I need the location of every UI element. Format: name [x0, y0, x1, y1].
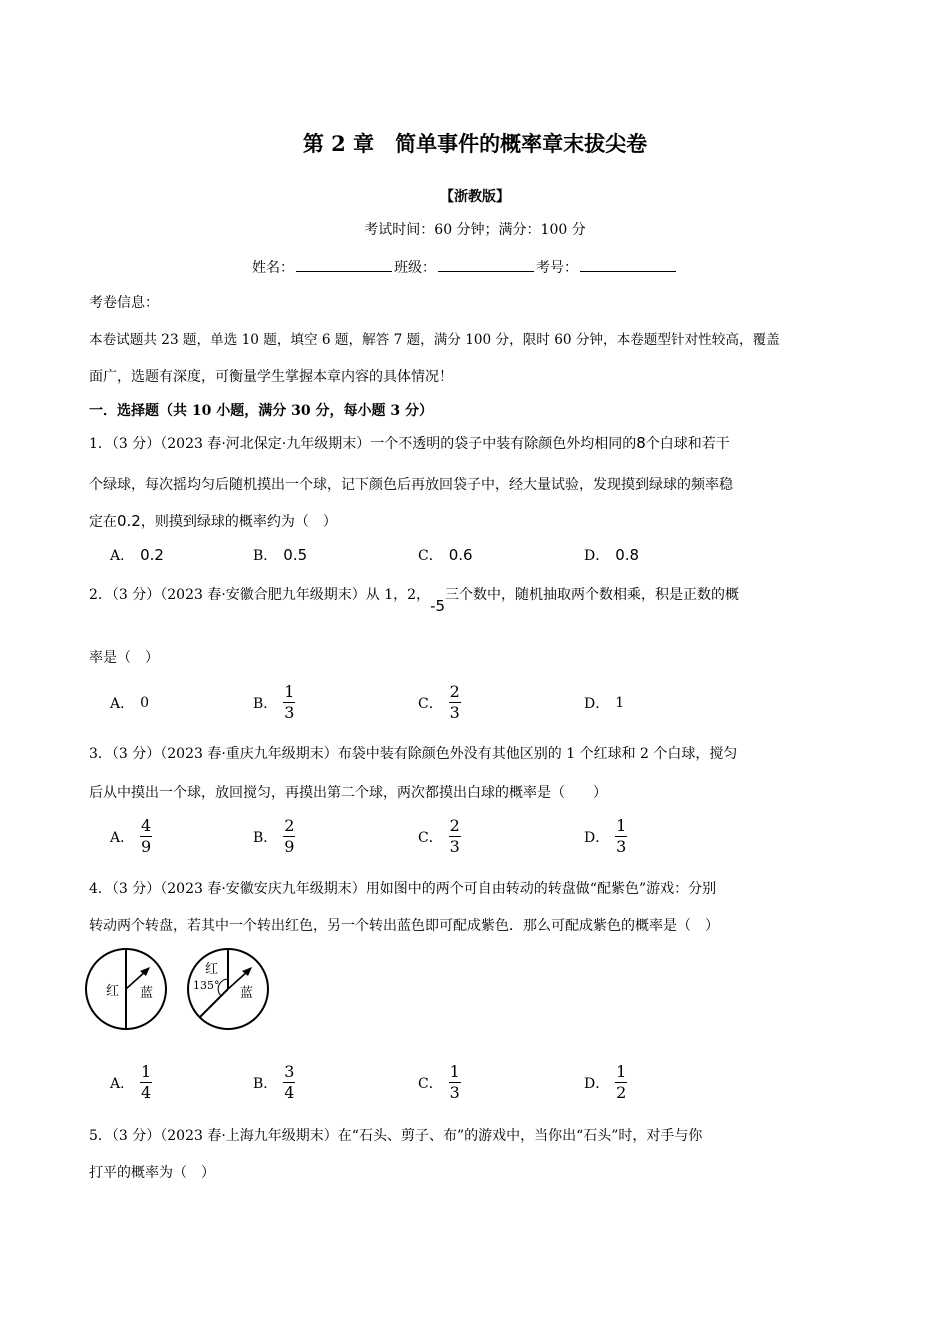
- option-label: D．: [584, 829, 610, 846]
- spinner-2-angle-label: 135°: [193, 979, 220, 992]
- q3-option-c[interactable]: [418, 817, 461, 856]
- info-line-1: 本卷试题共 23 题，单选 10 题，填空 6 题，解答 7 题，满分 100 分，限时 60 分钟，本卷题型针对性较高，覆盖: [89, 332, 780, 348]
- q4-option-a[interactable]: [110, 1063, 152, 1102]
- denominator: 3: [616, 837, 627, 856]
- q5-line-1: 5．（3 分）（2023 春·上海九年级期末）在“石头、剪子、布”的游戏中，当你出“石头”时，对手与你: [89, 1128, 703, 1144]
- numerator: 1: [284, 682, 295, 701]
- option-label: C．: [418, 829, 443, 846]
- edition-label: 【浙教版】: [440, 189, 510, 205]
- q2-text-a: 2．（3 分）（2023 春·安徽合肥九年级期末）从 1，2，: [89, 587, 431, 603]
- q4-line-1: 4．（3 分）（2023 春·安徽安庆九年级期末）用如图中的两个可自由转动的转盘做“配紫色”游戏：分别: [89, 881, 717, 897]
- denominator: 4: [141, 1083, 152, 1102]
- q2-line-1: [89, 584, 740, 615]
- q1-option-a[interactable]: [110, 545, 164, 565]
- q1-text-c: 定在: [89, 514, 117, 530]
- q1-math-8: 8: [636, 434, 646, 452]
- numerator: 1: [141, 1062, 152, 1081]
- q1-line-3: [89, 511, 337, 531]
- numerator: 1: [616, 1062, 627, 1081]
- q1-math-02: 0.2: [117, 512, 141, 530]
- q2-line-2: 率是（ ）: [89, 650, 159, 666]
- option-label: A．: [110, 1075, 135, 1092]
- q3-option-d[interactable]: [584, 817, 627, 856]
- fraction: [615, 817, 627, 856]
- name-blank[interactable]: [296, 270, 392, 272]
- spinner-2: [188, 949, 268, 1029]
- q2-math-neg5: -5: [430, 597, 446, 615]
- option-label: C．: [418, 548, 443, 564]
- option-label: D．: [584, 548, 610, 564]
- q4-option-d[interactable]: [584, 1063, 627, 1102]
- numerator: 1: [616, 816, 627, 835]
- numerator: 4: [141, 816, 152, 835]
- q4-option-c[interactable]: [418, 1063, 461, 1102]
- q1-line-2: 个绿球，每次摇均匀后随机摸出一个球，记下颜色后再放回袋子中，经大量试验，发现摸到绿球的频率稳: [89, 477, 733, 493]
- q4-line-2: 转动两个转盘，若其中一个转出红色，另一个转出蓝色即可配成紫色．那么可配成紫色的概率是（ ）: [89, 918, 719, 934]
- option-label: B．: [253, 548, 278, 564]
- spinner-2-red-label: 红: [205, 962, 219, 977]
- q5-line-2: 打平的概率为（ ）: [89, 1165, 215, 1181]
- class-blank[interactable]: [438, 270, 534, 272]
- denominator: 3: [449, 703, 460, 722]
- q3-line-2: 后从中摸出一个球，放回搅匀，再摸出第二个球，两次都摸出白球的概率是（ ）: [89, 785, 607, 801]
- q2-text-b: 三个数中，随机抽取两个数相乘，积是正数的概: [445, 587, 740, 603]
- denominator: 3: [284, 703, 295, 722]
- denominator: 3: [449, 1083, 460, 1102]
- q2-option-b[interactable]: [253, 683, 295, 722]
- fraction: [140, 817, 152, 856]
- q2-option-d[interactable]: [584, 693, 624, 713]
- denominator: 4: [284, 1083, 295, 1102]
- fraction: [140, 1063, 152, 1102]
- spinner-1-blue-label: 蓝: [140, 986, 154, 1001]
- name-label: 姓名：: [252, 260, 294, 276]
- option-value: 0: [140, 695, 150, 711]
- option-value: 1: [615, 695, 625, 711]
- option-label: A．: [110, 548, 135, 564]
- option-value: 0.5: [283, 546, 308, 564]
- denominator: 9: [141, 837, 152, 856]
- fraction: [615, 1063, 627, 1102]
- fraction: [283, 817, 295, 856]
- fraction: [449, 683, 461, 722]
- q1-option-c[interactable]: [418, 545, 473, 565]
- fraction: [449, 817, 461, 856]
- option-label: B．: [253, 829, 278, 846]
- q1-line-1: [89, 433, 730, 453]
- option-label: D．: [584, 1075, 610, 1092]
- q1-text-d: ，则摸到绿球的概率约为（ ）: [140, 514, 337, 530]
- option-label: C．: [418, 1075, 443, 1092]
- spinner-figure: [80, 945, 280, 1040]
- q4-option-b[interactable]: [253, 1063, 295, 1102]
- numerator: 2: [449, 682, 460, 701]
- page-title: 第 2 章 简单事件的概率章末拔尖卷: [302, 131, 648, 156]
- option-value: 0.6: [448, 546, 473, 564]
- section-heading: 一．选择题（共 10 小题，满分 30 分，每小题 3 分）: [89, 403, 433, 419]
- numerator: 1: [449, 1062, 460, 1081]
- option-label: B．: [253, 1075, 278, 1092]
- option-label: B．: [253, 695, 278, 712]
- q2-option-a[interactable]: [110, 693, 149, 713]
- q1-option-d[interactable]: [584, 545, 639, 565]
- info-heading: 考卷信息：: [89, 295, 159, 311]
- info-line-2: 面广，选题有深度，可衡量学生掌握本章内容的具体情况！: [89, 369, 453, 385]
- option-label: A．: [110, 696, 135, 712]
- q3-option-a[interactable]: [110, 817, 152, 856]
- denominator: 9: [284, 837, 295, 856]
- fraction: [283, 683, 295, 722]
- option-label: A．: [110, 829, 135, 846]
- option-label: D．: [584, 696, 610, 712]
- denominator: 2: [616, 1083, 627, 1102]
- q2-option-c[interactable]: [418, 683, 461, 722]
- option-label: C．: [418, 695, 443, 712]
- q1-option-b[interactable]: [253, 545, 307, 565]
- fraction: [449, 1063, 461, 1102]
- class-label: 班级：: [394, 260, 436, 276]
- numerator: 3: [284, 1062, 295, 1081]
- q1-text-b: 个白球和若干: [645, 436, 730, 452]
- id-blank[interactable]: [580, 270, 676, 272]
- numerator: 2: [449, 816, 460, 835]
- fraction: [283, 1063, 295, 1102]
- time-info: 考试时间：60 分钟；满分：100 分: [364, 222, 586, 238]
- option-value: 0.8: [615, 546, 640, 564]
- spinner-1: [86, 949, 166, 1029]
- q3-line-1: 3．（3 分）（2023 春·重庆九年级期末）布袋中装有除颜色外没有其他区别的 1 个红球和 2 个白球，搅匀: [89, 746, 738, 762]
- id-label: 考号：: [536, 260, 578, 276]
- spinner-1-red-label: 红: [106, 984, 120, 999]
- option-value: 0.2: [140, 546, 164, 564]
- numerator: 2: [284, 816, 295, 835]
- q1-text-a: 1．（3 分）（2023 春·河北保定·九年级期末）一个不透明的袋子中装有除颜色外均相同的: [89, 436, 637, 452]
- student-info-row: [252, 257, 678, 277]
- denominator: 3: [449, 837, 460, 856]
- q3-option-b[interactable]: [253, 817, 295, 856]
- spinner-2-blue-label: 蓝: [240, 986, 254, 1001]
